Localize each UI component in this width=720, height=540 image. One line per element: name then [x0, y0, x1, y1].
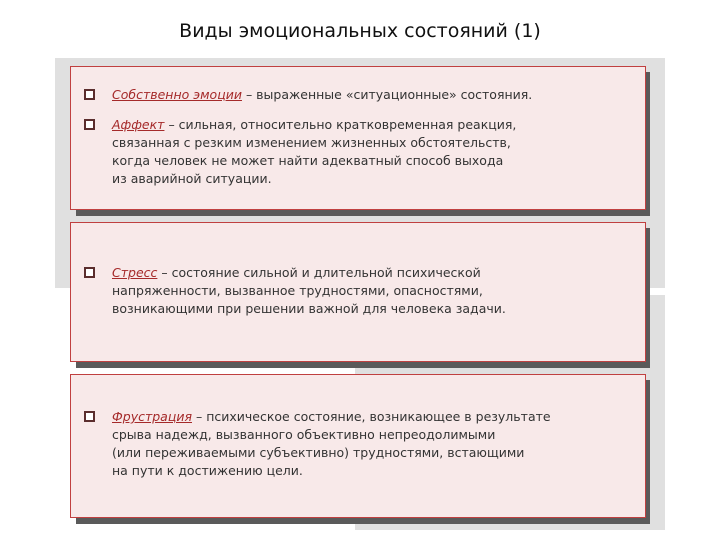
checkbox-bullet-icon: [84, 89, 95, 100]
definition-line: (или переживаемыми субъективно) трудностями, встающими: [112, 445, 525, 460]
slide-title: Виды эмоциональных состояний (1): [179, 20, 541, 42]
definition-line: – выраженные «ситуационные» состояния.: [245, 87, 533, 102]
definition-line: – состояние сильной и длительной психической: [161, 265, 481, 280]
list-item-affect: [84, 116, 624, 188]
definition-line: срыва надежд, вызванного объективно непреодолимыми: [112, 427, 496, 442]
term-frustration: Фрустрация: [112, 409, 192, 424]
definition-line: на пути к достижению цели.: [112, 463, 303, 478]
definition-line: – психическое состояние, возникающее в результате: [195, 409, 551, 424]
definition-line: когда человек не может найти адекватный способ выхода: [112, 153, 504, 168]
term-affect: Аффект: [112, 117, 165, 132]
list-item-emotions: [84, 86, 624, 104]
definition-line: напряженности, вызванное трудностями, опасностями,: [112, 283, 483, 298]
checkbox-bullet-icon: [84, 267, 95, 278]
definition-line: возникающими при решении важной для человека задачи.: [112, 301, 506, 316]
list-item-frustration: [84, 408, 624, 480]
checkbox-bullet-icon: [84, 411, 95, 422]
list-item-stress: [84, 264, 624, 318]
definition-line: из аварийной ситуации.: [112, 171, 272, 186]
checkbox-bullet-icon: [84, 119, 95, 130]
term-stress: Стресс: [112, 265, 158, 280]
term-emotions: Собственно эмоции: [112, 87, 242, 102]
definition-line: – сильная, относительно кратковременная реакция,: [168, 117, 517, 132]
definition-line: связанная с резким изменением жизненных обстоятельств,: [112, 135, 511, 150]
